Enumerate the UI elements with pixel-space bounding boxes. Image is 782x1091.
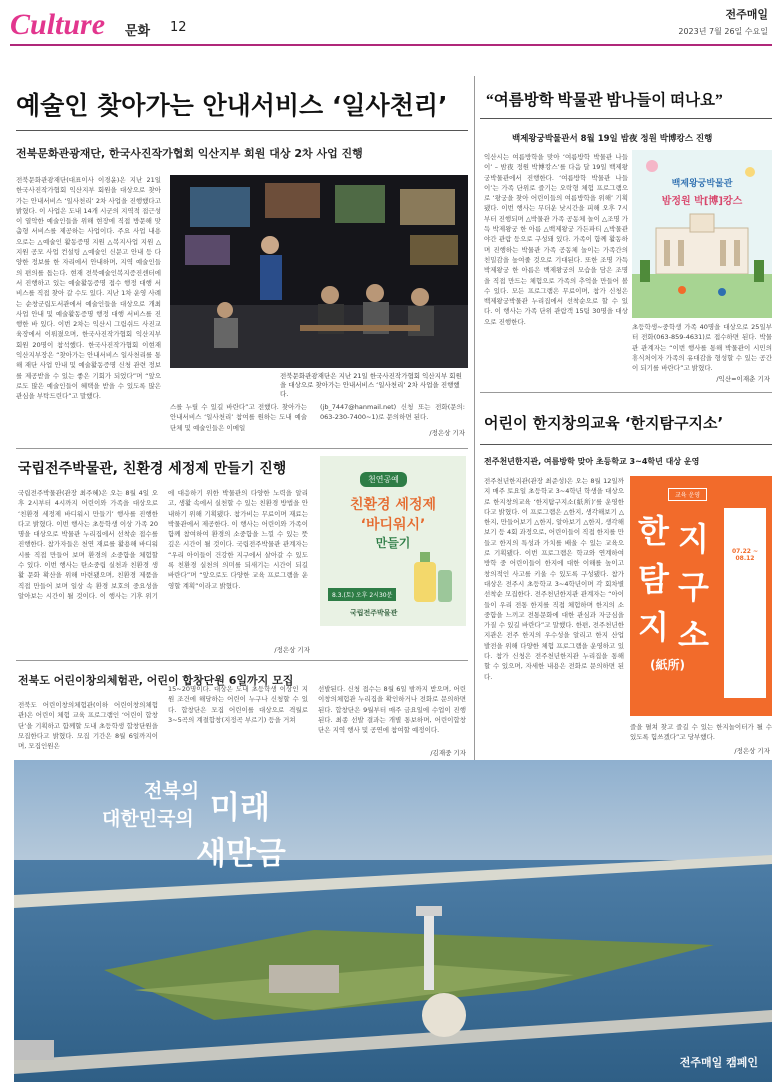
article1-photo bbox=[170, 175, 468, 368]
newspaper-name: 전주매일 bbox=[725, 8, 768, 21]
divider bbox=[480, 118, 772, 119]
article5-byline: /정은상 기자 bbox=[734, 747, 770, 755]
poster-hanja: (紙所) bbox=[650, 658, 685, 672]
poster-title-2: ‘바디워시’ bbox=[360, 517, 426, 533]
poster-org: 백제왕궁박물관 bbox=[671, 179, 733, 189]
section-brand: Culture bbox=[10, 8, 106, 41]
saemangeum-campaign-ad bbox=[14, 760, 772, 1082]
poster-title: 밤정원 박[博]캉스 bbox=[661, 196, 743, 207]
poster-char-3: 탐 bbox=[638, 560, 669, 598]
article1-body-col1: 전북문화관광재단(대표이사 이경윤)은 지난 21일 한국사진작가협회 익산지부 회원을 대상으로 찾아가는 안내서비스 ‘일사천리’ 2차 사업을 진행했다고 밝혔다. 이 사업은 도내 14개 시군의 지역적 접근성이 열악한 예술인들을 위해 현장에 직접 방문해 맞춤형 서비스를 제공하는 사업이다. 주요 사업 내용으로는 △예술인 활동증명 지원 △복지사업 지원 △지원 공모 사업 컨설팅 △예술인 신문고 안내 등 다양한 정보를 한 자리에서 안내하며, 지역 예술인들의 편의를 돕는다. 현재 전북예술인복지증진센터에서 진행하고 있는 예술활동증명 접수 행정 대행 서비스를 직접 찾아 갈 수도 있다. 지난 1차 운영 사례는 순창군립도서관에서 예술인들을 대상으로 개최 사업 안내 및 예술활동증명 행정 대행 서비스를 진행한 바 있다. 이번 2차는 익산시 그림쉬드 사진교육장에서 이뤄졌으며, 한국사진작가협회 익산지부 회원 20명이 참석했다. 한국사진작가협회 이현재 익산지부장은 “찾아가는 안내서비스 일사천리를 통해 재단 사업 안내 및 예술활동증명 신청 관련 정보를 제공받을 수 있는 좋은 기회가 되었다”며 “앞으로도 많은 예술인들이 혜택을 받을 수 있도록 많은 관심을 부탁드린다”고 말했다. bbox=[16, 176, 161, 401]
article2-body: 국립전주박물관(관장 최주혜)은 오는 8월 4일 오후 2시부터 4시까지 어린이와 가족을 대상으로 ‘친환경 세정제 바디워시 만들기’ 행사를 진행한다고 밝혔다. 이번 행사는 초등학생 이상 가족 20명을 대상으로 박물관 누리집에서 선착순 접수를 진행한다. 참가자들은 천연 재료를 활용해 바디워시를 직접 만들어 보며 환경의 소중함을 체험할 수 있다. 이번 행사는 탄소중립 실천과 친환경 생활 문화 확산을 위해 마련됐으며, 친환경 제품을 직접 만들어 보며 일상 속 환경 보호의 중요성을 알아보는 시간이 될 것이다. 이 행사는 기후 위기에 대응하기 위한 박물관의 다양한 노력을 알리고, 생활 속에서 실천할 수 있는 친환경 방법을 안내하기 위해 기획됐다. 참가비는 무료이며 재료는 박물관에서 제공한다. 이 행사는 어린이와 가족이 함께 참여하여 환경의 소중함을 느낄 수 있는 뜻깊은 시간이 될 것이다. 국립전주박물관 관계자는 “우리 아이들이 건강한 지구에서 살아갈 수 있도록 친환경 실천의 의미를 되새기는 시간이 되길 바란다”며 “앞으로도 다양한 교육 프로그램을 운영할 계획”이라고 밝혔다. bbox=[18, 489, 308, 600]
poster-org: 국립전주박물관 bbox=[350, 609, 398, 617]
article5-body: 전주천년한지관(관장 최준성)은 오는 8월 12일까지 매주 토요일 초등학교 3~4학년 학생을 대상으로 한지창의교육 ‘한지탐구지소(紙所)’를 운영한다고 밝혔다. 이 프로그램은 △한지, 생각해보기 △한지, 만들어보기 △한지, 알아보기 △한지, 생각해보기 등 4회 과정으로, 어린이들이 직접 한지를 만들고 한지의 특성과 가치를 배울 수 있는 교육으로 기획됐다. 이번 프로그램은 학교와 연계하여 방학 중 어린이들이 한지에 대한 이해를 높이고 창의적인 사고를 키울 수 있도록 구성됐다. 참가 대상은 전주시 초등학교 3~4학년이며 각 회차별 선착순 모집한다. 전주천년한지관 관계자는 “아이들이 우리 전통 한지를 직접 체험하며 한지의 소중함을 느끼고 전통문화에 대한 관심과 자긍심을 가질 수 있길 바란다”고 말했다. 한편, 전주천년한지관은 전주 한지의 우수성을 알리고 한지 산업 발전을 위해 다양한 체험 프로그램을 운영하고 있다. 참가 신청은 전주천년한지관 누리집을 통해 할 수 있으며, 자세한 내용은 전화로 문의하면 된다. bbox=[484, 477, 624, 681]
article1-byline: /정은상 기자 bbox=[429, 429, 465, 437]
article3-headline: 전북도 어린이창의체험관, 어린이 합창단원 6일까지 모집 bbox=[18, 674, 294, 687]
seminar-photo bbox=[170, 175, 468, 368]
article4-subhead: 백제왕궁박물관서 8월 19일 밤夜 정원 박博캉스 진행 bbox=[512, 134, 713, 144]
divider bbox=[16, 130, 468, 131]
article3-body-col2: 15~20명이다. 대상은 도내 초등학생 이상인 지원 조건에 해당하는 어린이 누구나 신청할 수 있다. 합창단은 모집 어린이를 대상으로 격월로 3~5곡의 계절합창(지정곡 부르기) 등을 거쳐 bbox=[168, 685, 308, 724]
poster-char-1: 한 bbox=[638, 512, 669, 550]
article2-headline: 국립전주박물관, 친환경 세정제 만들기 진행 bbox=[18, 461, 287, 477]
article5-body2: 즐을 펼쳐 찾고 즐길 수 있는 한지놀이터가 될 수 있도록 힘쓰겠다”고 당부했다. bbox=[630, 723, 772, 742]
hanji-poster bbox=[630, 476, 772, 716]
article1-caption: 전북문화관광재단은 지난 21일 한국사진작가협회 익산지부 회원을 대상으로 찾아가는 안내서비스 ‘일사천리’ 2차 사업을 진행했다. bbox=[280, 372, 462, 398]
poster-char-4: 구 bbox=[678, 568, 709, 606]
ad-line2: 대한민국의 bbox=[102, 808, 194, 830]
poster-tag: 교육 운영 bbox=[668, 488, 707, 501]
page-header bbox=[0, 0, 782, 46]
ad-big2: 새만금 bbox=[196, 836, 286, 872]
article1-body-col2: 스를 누릴 수 있길 바란다”고 전했다. 찾아가는 안내서비스 ‘일사천리’ 참여를 원하는 도내 예술단체 및 예술인들은 이메일 bbox=[170, 403, 307, 432]
section-label: 문화 bbox=[125, 24, 151, 39]
divider bbox=[16, 660, 468, 661]
night-museum-poster bbox=[632, 150, 772, 318]
article1-headline: 예술인 찾아가는 안내서비스 ‘일사천리’ bbox=[16, 91, 448, 120]
issue-date: 2023년 7월 26일 수요일 bbox=[678, 27, 768, 36]
article3-body-col3: 선발된다. 신청 접수는 8월 6일 밤까지 받으며, 어린이창의체험관 누리집을 확인하거나 전화로 문의하면 된다. 합창단은 9월부터 매주 금요일에 수업이 진행된다. 최종 선발 결과는 개별 통보하며, 어린이합창단은 지역 행사 및 공연에 참여할 예정이다. bbox=[318, 685, 466, 735]
article3-body-col1: 전북도 어린이창의체험관(이하 어린이창의체험관)은 어린이 체험 교육 프로그램인 ‘어린이 합창단’을 기획하고 함께할 도내 초등학생 합창단원을 모집한다고 밝혔다. 모집 기간은 8월 6일까지이며, 모집인원은 bbox=[18, 701, 158, 751]
article4-body2: 초등학생~중학생 가족 40명을 대상으로 25일부터 전화(063-859-4631)로 접수하면 된다. 박물관 관계자는 “이번 행사를 통해 박물관이 시민의 휴식처이자 가족의 유대감을 형성할 수 있는 공간이 되기를 바란다”고 밝혔다. bbox=[632, 323, 772, 373]
poster-dates: 07.22 ~ 08.12 bbox=[731, 548, 759, 562]
header-rule bbox=[10, 44, 772, 46]
ad-big1: 미래 bbox=[210, 790, 270, 826]
article5-subhead: 전주천년한지관, 여름방학 맞아 초등학교 3~4학년 대상 운영 bbox=[484, 457, 700, 466]
poster-title-1: 친환경 세정제 bbox=[349, 497, 437, 513]
ad-footer: 전주매일 캠페인 bbox=[679, 1056, 758, 1069]
poster-title-3: 만들기 bbox=[375, 536, 411, 550]
poster-schedule-panel bbox=[724, 508, 766, 698]
poster-char-5: 지 bbox=[638, 608, 669, 646]
divider bbox=[480, 392, 772, 393]
article4-body: 익산시는 여름방학을 맞아 ‘여름방학 박물관 나들이’ – 밤夜 정원 박博캉스’를 다음 달 19일 백제왕궁박물관에서 진행한다. ‘여름방학 박물관 나들이’는 가족 단위로 즐기는 오락형 체험 프로그램으로 ‘왕궁을 찾아 어린이들의 여름방학을 위해’ 기획됐다. 이번 행사는 무더운 낮시간을 피해 오후 7시부터 진행되며 △박물관 가족 공동체 놀이 △조명 가득 박제왕궁 한 아름 △백제왕궁 가든파티 △박물관 야간 관람 등으로 구성돼 있다. 가족이 함께 활동하며 진행하는 박물관 가족 공동체 놀이는 가족간의 친밀감을 높여줄 것으로 기대된다. 또한 조명 가득 박제왕궁 한 아름은 백제왕궁의 모습을 담은 조명을 직접 만드는 체험으로 가족의 추억을 만들어 볼 수 있다. 모든 프로그램은 무료이며, 참가 신청은 백제왕궁박물관 누리집에서 선착순으로 할 수 있다. 이 행사는 가족 단위 관람객 15팀 30명을 대상으로 진행한다. bbox=[484, 153, 628, 326]
page-number: 12 bbox=[170, 20, 187, 35]
article4-byline: /익산=이재춘 기자 bbox=[716, 375, 770, 383]
poster-tag: 천연공예 bbox=[360, 472, 407, 487]
article2-byline: /정은상 기자 bbox=[274, 646, 310, 654]
bottle-icon bbox=[406, 548, 456, 608]
poster-char-2: 지 bbox=[678, 520, 709, 558]
eco-workshop-poster bbox=[320, 456, 466, 626]
poster-date: 8.3.(토) 오후 2시30분 bbox=[328, 588, 396, 601]
article3-byline: /김재중 기자 bbox=[430, 749, 466, 757]
article1-subhead: 전북문화관광재단, 한국사진작가협회 익산지부 회원 대상 2차 사업 진행 bbox=[16, 147, 363, 160]
column-divider bbox=[474, 76, 475, 761]
divider bbox=[16, 448, 468, 449]
divider bbox=[480, 444, 772, 445]
article1-body-col3: (jb_7447@hanmail.net) 신청 또는 전화(문의: 063-230-7400~1)로 문의하면 된다. bbox=[320, 403, 465, 422]
article5-headline: 어린이 한지창의교육 ‘한지탐구지소’ bbox=[484, 414, 724, 432]
article4-headline: “여름방학 박물관 밤나들이 떠나요” bbox=[486, 92, 723, 109]
poster-char-6: 소 bbox=[678, 616, 709, 654]
ad-line1: 전북의 bbox=[144, 780, 200, 802]
